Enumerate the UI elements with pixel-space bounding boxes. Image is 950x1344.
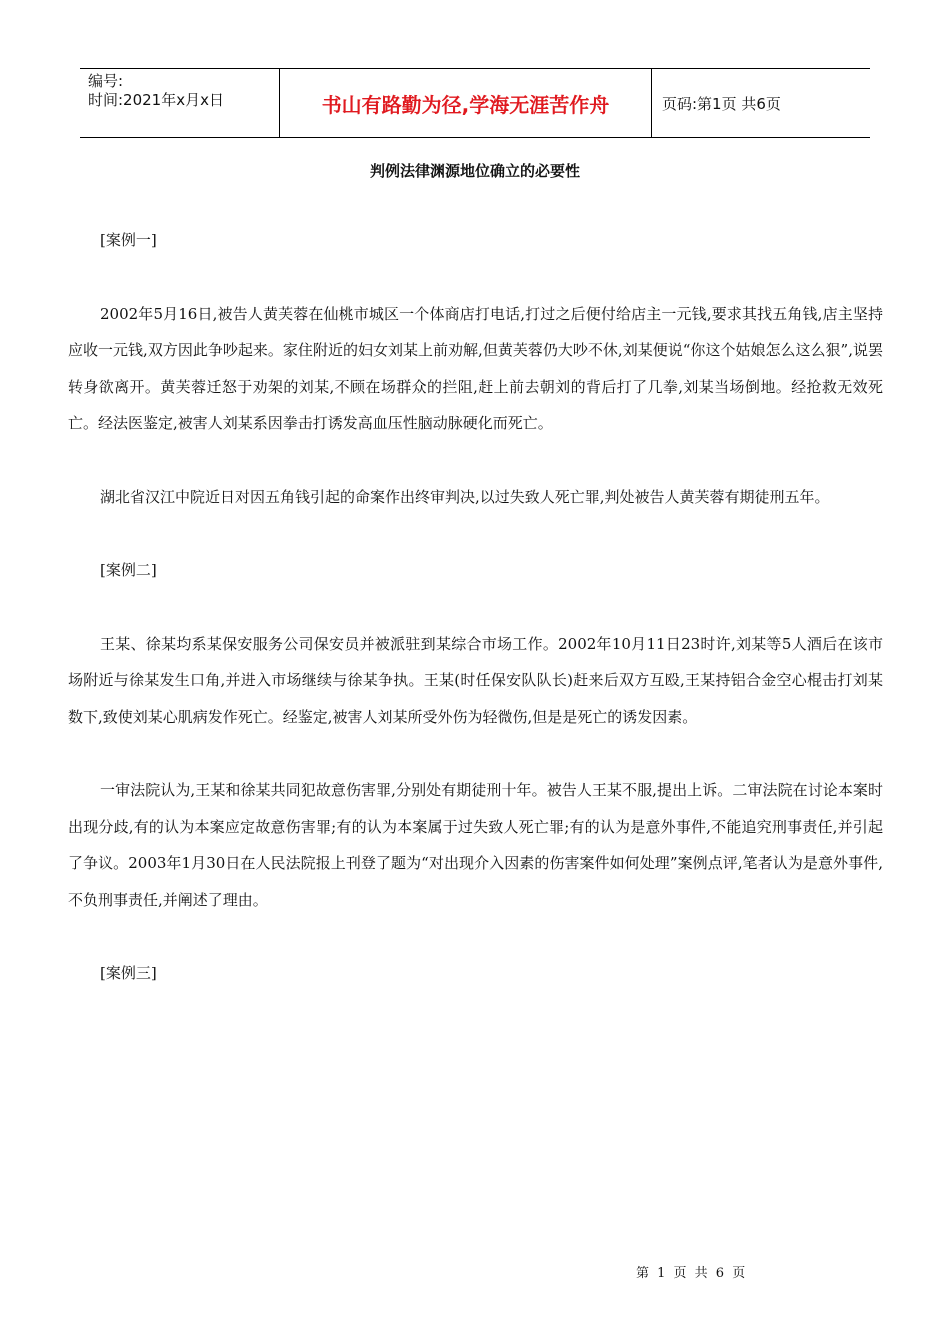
case-label-1: [案例一] <box>100 231 157 249</box>
document-title: 判例法律渊源地位确立的必要性 <box>369 162 580 180</box>
page-info: 页码:第1页 共6页 <box>662 94 781 113</box>
header-table <box>80 68 870 138</box>
number-label: 编号: <box>88 72 124 90</box>
motto-banner: 书山有路勤为径,学海无涯苦作舟 <box>280 69 652 137</box>
case-label-2: [案例二] <box>100 561 157 579</box>
page-footer: 第 1 页 共 6 页 <box>636 1266 746 1281</box>
paragraph: 2002年5月16日,被告人黄芙蓉在仙桃市城区一个体商店打电话,打过之后便付给店主一元钱,要求其找五角钱,店主坚持应收一元钱,双方因此争吵起来。家住附近的妇女刘某上前劝解,但黄芙蓉仍大吵不休,刘某便说“你这个姑娘怎么这么狠”,说罢转身欲离开。黄芙蓉迁怒于劝架的刘某,不顾在场群众的拦阻,赶上前去朝刘的背后打了几拳,刘某当场倒地。经抢救无效死亡。经法医鉴定,被害人刘某系因拳击打诱发高血压性脑动脉硬化而死亡。 <box>68 304 883 432</box>
time-label: 时间:2021年x月x日 <box>88 91 224 109</box>
header-meta-cell <box>80 69 280 137</box>
case-label-3: [案例三] <box>100 964 157 982</box>
paragraph: 一审法院认为,王某和徐某共同犯故意伤害罪,分别处有期徒刑十年。被告人王某不服,提出上诉。二审法院在讨论本案时出现分歧,有的认为本案应定故意伤害罪;有的认为本案属于过失致人死亡罪;有的认为是意外事件,不能追究刑事责任,并引起了争议。2003年1月30日在人民法院报上刊登了题为“对出现介入因素的伤害案件如何处理”案例点评,笔者认为是意外事件,不负刑事责任,并阐述了理由。 <box>68 781 883 909</box>
paragraph: 湖北省汉江中院近日对因五角钱引起的命案作出终审判决,以过失致人死亡罪,判处被告人黄芙蓉有期徒刑五年。 <box>100 487 830 506</box>
document-body <box>68 222 883 1029</box>
paragraph: 王某、徐某均系某保安服务公司保安员并被派驻到某综合市场工作。2002年10月11日23时许,刘某等5人酒后在该市场附近与徐某发生口角,并进入市场继续与徐某争执。王某(时任保安队队长)赶来后双方互殴,王某持铝合金空心棍击打刘某数下,致使刘某心肌病发作死亡。经鉴定,被害人刘某所受外伤为轻微伤,但是是死亡的诱发因素。 <box>68 634 883 726</box>
